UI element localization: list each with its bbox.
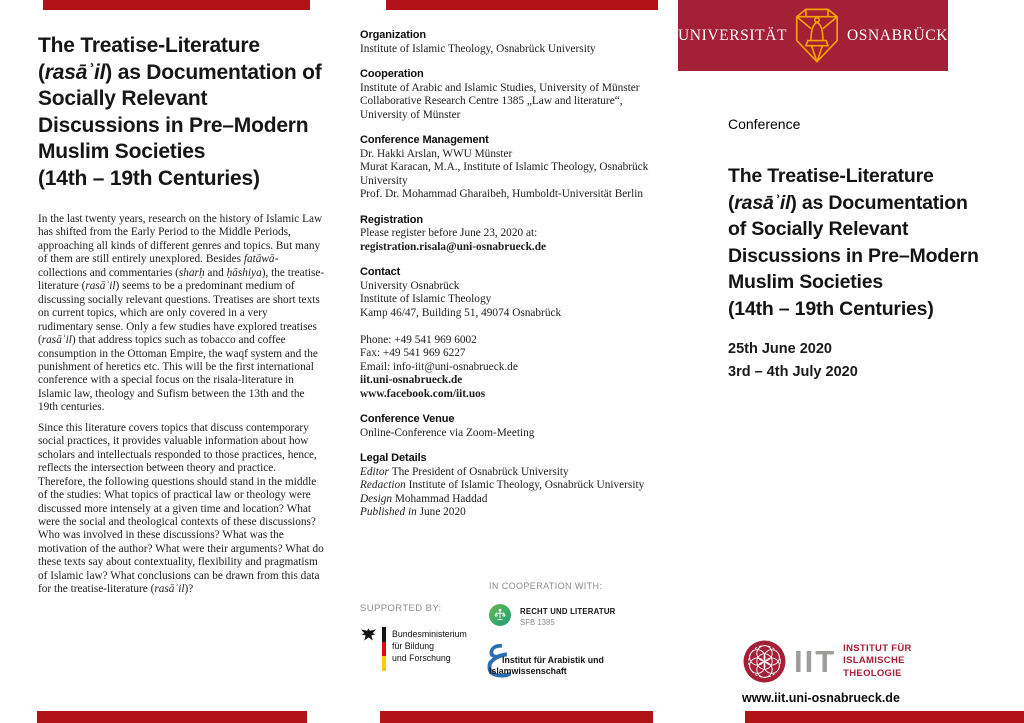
university-bell-emblem-icon (794, 7, 840, 65)
text-segment: Muslim Societies (38, 140, 206, 163)
text-line (360, 188, 662, 202)
section-heading: Registration (360, 213, 423, 226)
text-segment: (14th – 19th Centuries) (38, 166, 260, 190)
text-segment: rasāʾil (154, 583, 185, 596)
text-line (360, 361, 662, 375)
text-segment: Mohammad Haddad (394, 492, 488, 505)
text-segment: of Socially Relevant (728, 218, 909, 240)
top-accent-bar-left (43, 0, 310, 10)
list-line: für Bildung (392, 640, 435, 651)
banner-city-text: OSNABRÜCK (846, 26, 948, 44)
bmbf-name (392, 627, 467, 671)
arabistik-name-line-1: Institut für Arabistik und (502, 655, 604, 665)
text-segment: rasāʾil (734, 191, 791, 214)
info-section (360, 214, 662, 255)
text-segment: -collections and commentaries ( (38, 253, 279, 279)
sfb-circle-icon (489, 604, 511, 626)
iit-logo (743, 640, 912, 683)
text-segment: Institute of Islamic Theology, Osnabrück University (408, 479, 645, 491)
text-segment: Kamp 46/47, Building 51, 49074 Osnabrück (360, 306, 562, 319)
text-segment: ( (38, 60, 45, 84)
text-segment: Discussions in Pre–Modern (728, 244, 979, 267)
text-line (360, 374, 662, 388)
text-line (360, 95, 662, 122)
top-accent-bar-middle (386, 0, 658, 10)
text-segment: (14th – 19th Centuries) (728, 297, 934, 320)
inline-link[interactable]: registration.risala@uni-osnabrueck.de (360, 240, 547, 253)
text-segment: rasāʾil (85, 280, 116, 293)
text-line (360, 43, 662, 57)
sfb-title: RECHT UND LITERATUR (520, 607, 616, 616)
text-segment: Socially Relevant (38, 87, 208, 110)
bmbf-logo (360, 627, 467, 671)
conference-dates (728, 338, 858, 383)
list-line: 3rd – 4th July 2020 (728, 363, 858, 380)
sfb-subtitle: SFB 1385 (520, 618, 555, 627)
text-segment: Design (360, 492, 395, 505)
text-segment: sharḥ (178, 266, 205, 279)
sfb-text-block (520, 604, 615, 627)
text-segment: Institute of Islamic Theology, Osnabrück University (360, 42, 596, 55)
text-line (360, 280, 662, 294)
text-line (360, 307, 662, 321)
text-segment: Institute of Arabic and Islamic Studies, University of Münster (360, 81, 640, 94)
section-heading: Organization (360, 29, 427, 41)
text-segment: Since this literature covers topics that discuss contemporary social practices, it provides valuable information about how scholars and intellectuals responded to those practices, hence, reflects the intersection between theory and practice. Therefore, the following questions should stand in the middle of the studies: What topics of practical law or theology were discussed more intensely at a given time and location? What were the social and theological contexts of these discussions? Who was involved in these discussions? What was the motivation of the author? What were their arguments? What do these texts say about contextuality, flexibility and pragmatism of Islamic law? What conclusions can be drawn from this data for the treatise-literature ( (38, 421, 324, 596)
section-heading: Cooperation (360, 68, 424, 80)
text-segment: Editor (360, 465, 392, 478)
text-line (360, 493, 662, 507)
text-segment: ) that address topics such as tobacco and coffee consumption in the Ottoman Empire, the waqf system and the punishment of heretics etc. This will be the first international conference with a special focus on the risala-literature in Islamic law, theology and Sufism between the 13th and the 19th centuries. (38, 334, 318, 414)
text-line (38, 60, 330, 87)
section-heading: Contact (360, 266, 401, 278)
conference-kicker: Conference (728, 116, 801, 132)
german-flag-bar (382, 627, 386, 671)
text-segment: Muslim Societies (728, 271, 884, 293)
banner-university-text: UNIVERSITÄT (678, 26, 788, 44)
iit-acronym: IIT (794, 643, 837, 679)
text-line (728, 269, 980, 296)
text-segment: June 2020 (419, 506, 466, 518)
info-section (360, 29, 662, 56)
section-heading: Conference Management (360, 134, 489, 146)
inline-link[interactable]: www.facebook.com/iit.uos (360, 387, 486, 400)
iit-rosette-icon (743, 640, 786, 683)
text-segment: rasāʾil (44, 60, 106, 84)
text-line (38, 139, 330, 166)
text-line (360, 466, 662, 480)
text-segment: The Treatise-Literature (38, 34, 260, 57)
text-line (38, 166, 330, 193)
text-segment: Murat Karacan, M.A., Institute of Islamic Theology, Osnabrück University (360, 161, 649, 187)
text-segment: Dr. Hakki Arslan, WWU Münster (360, 147, 513, 160)
ayn-calligraphy-icon: ع (485, 627, 512, 678)
info-section (360, 452, 662, 520)
info-section (360, 134, 662, 202)
text-segment: In the last twenty years, research on the history of Islamic Law has shifted from the Early Period to the Middle Periods, approaching all kinds of different genres and topics. But many of them are still entirely unexplored. Besides (38, 213, 323, 266)
text-segment: Please register before June 23, 2020 at: (360, 227, 538, 239)
text-segment: Discussions in Pre–Modern (38, 113, 309, 137)
text-line (360, 479, 662, 493)
bottom-accent-bar-right (745, 711, 1024, 723)
text-segment: )? (184, 583, 194, 596)
arabistik-name-line-2: Islamwissenschaft (489, 666, 567, 676)
text-line (360, 506, 662, 520)
text-segment: Institute of Islamic Theology (360, 293, 492, 305)
text-segment: Collaborative Research Centre 1385 „Law and literature“, University of Münster (360, 95, 623, 121)
list-line: THEOLOGIE (843, 667, 902, 679)
bottom-accent-bar-middle (380, 711, 653, 723)
text-segment: ), the treatise-literature ( (38, 266, 325, 293)
text-segment: rasāʾil (41, 334, 72, 347)
text-segment: Fax: +49 541 969 6227 (360, 347, 466, 359)
list-line: ISLAMISCHE (843, 655, 905, 667)
text-line (360, 334, 662, 348)
text-line (360, 427, 662, 441)
list-line: 25th June 2020 (728, 341, 832, 357)
text-line (360, 347, 662, 361)
scales-tree-icon (493, 608, 507, 622)
info-section (360, 68, 662, 122)
text-segment: fatāwā (243, 253, 275, 266)
section-heading: Conference Venue (360, 413, 455, 425)
text-segment: The Treatise-Literature (728, 165, 934, 187)
text-segment: The President of Osnabrück University (391, 465, 569, 478)
text-line (360, 148, 662, 162)
in-cooperation-label: IN COOPERATION WITH: (489, 581, 603, 591)
left-panel-title (38, 33, 330, 192)
list-line: Bundesministerium (392, 629, 467, 639)
list-line: und Forschung (392, 652, 451, 663)
text-line (728, 190, 980, 217)
text-segment: Published in (360, 506, 420, 518)
university-banner (678, 0, 948, 71)
intro-paragraph-2 (38, 422, 325, 597)
intro-paragraph-1 (38, 213, 325, 415)
text-line (38, 33, 330, 60)
section-heading: Legal Details (360, 452, 427, 464)
text-segment: ( (728, 191, 735, 214)
info-column (360, 29, 662, 532)
list-line: INSTITUT FÜR (843, 642, 912, 654)
text-segment: Phone: +49 541 969 6002 (360, 333, 477, 346)
text-segment: Redaction (360, 479, 409, 491)
text-line (38, 86, 330, 113)
text-segment: Email: info-iit@uni-osnabrueck.de (360, 360, 518, 373)
text-line (728, 296, 980, 323)
text-line (728, 163, 980, 190)
federal-eagle-icon (360, 627, 377, 643)
right-panel-title (728, 163, 980, 322)
text-line (360, 388, 662, 402)
text-segment: ) as Documentation of (105, 60, 322, 84)
text-segment: ) seems to be a predominant medium of discussing socially relevant questions. Treatises are short texts on current topics, which are only covered in a very rudimentary sense. Only a few studies have explored treatises ( (38, 280, 320, 347)
bottom-accent-bar-left (37, 711, 307, 723)
sfb-logo (489, 604, 615, 627)
text-line (728, 216, 980, 243)
text-line (360, 161, 662, 188)
left-panel-body (38, 213, 325, 604)
text-line (360, 320, 662, 334)
text-line (38, 113, 330, 140)
text-line (360, 241, 662, 255)
text-segment: Online-Conference via Zoom-Meeting (360, 426, 535, 439)
text-line (728, 243, 980, 270)
iit-institute-name (843, 643, 912, 680)
text-segment: ) as Documentation (790, 191, 968, 214)
arabistik-institute-logo (485, 627, 635, 686)
iit-website-link[interactable]: www.iit.uni-osnabrueck.de (742, 691, 900, 705)
text-segment: ḥāshiya (226, 266, 262, 279)
text-segment: and (204, 266, 227, 279)
text-segment: University Osnabrück (360, 279, 460, 292)
info-section (360, 413, 662, 440)
text-line (360, 293, 662, 307)
text-line (360, 82, 662, 96)
inline-link[interactable]: iit.uni-osnabrueck.de (360, 374, 463, 386)
text-line (360, 227, 662, 241)
info-section (360, 266, 662, 401)
supported-by-label: SUPPORTED BY: (360, 603, 442, 614)
text-segment: Prof. Dr. Mohammad Gharaibeh, Humboldt-Universität Berlin (360, 188, 643, 200)
